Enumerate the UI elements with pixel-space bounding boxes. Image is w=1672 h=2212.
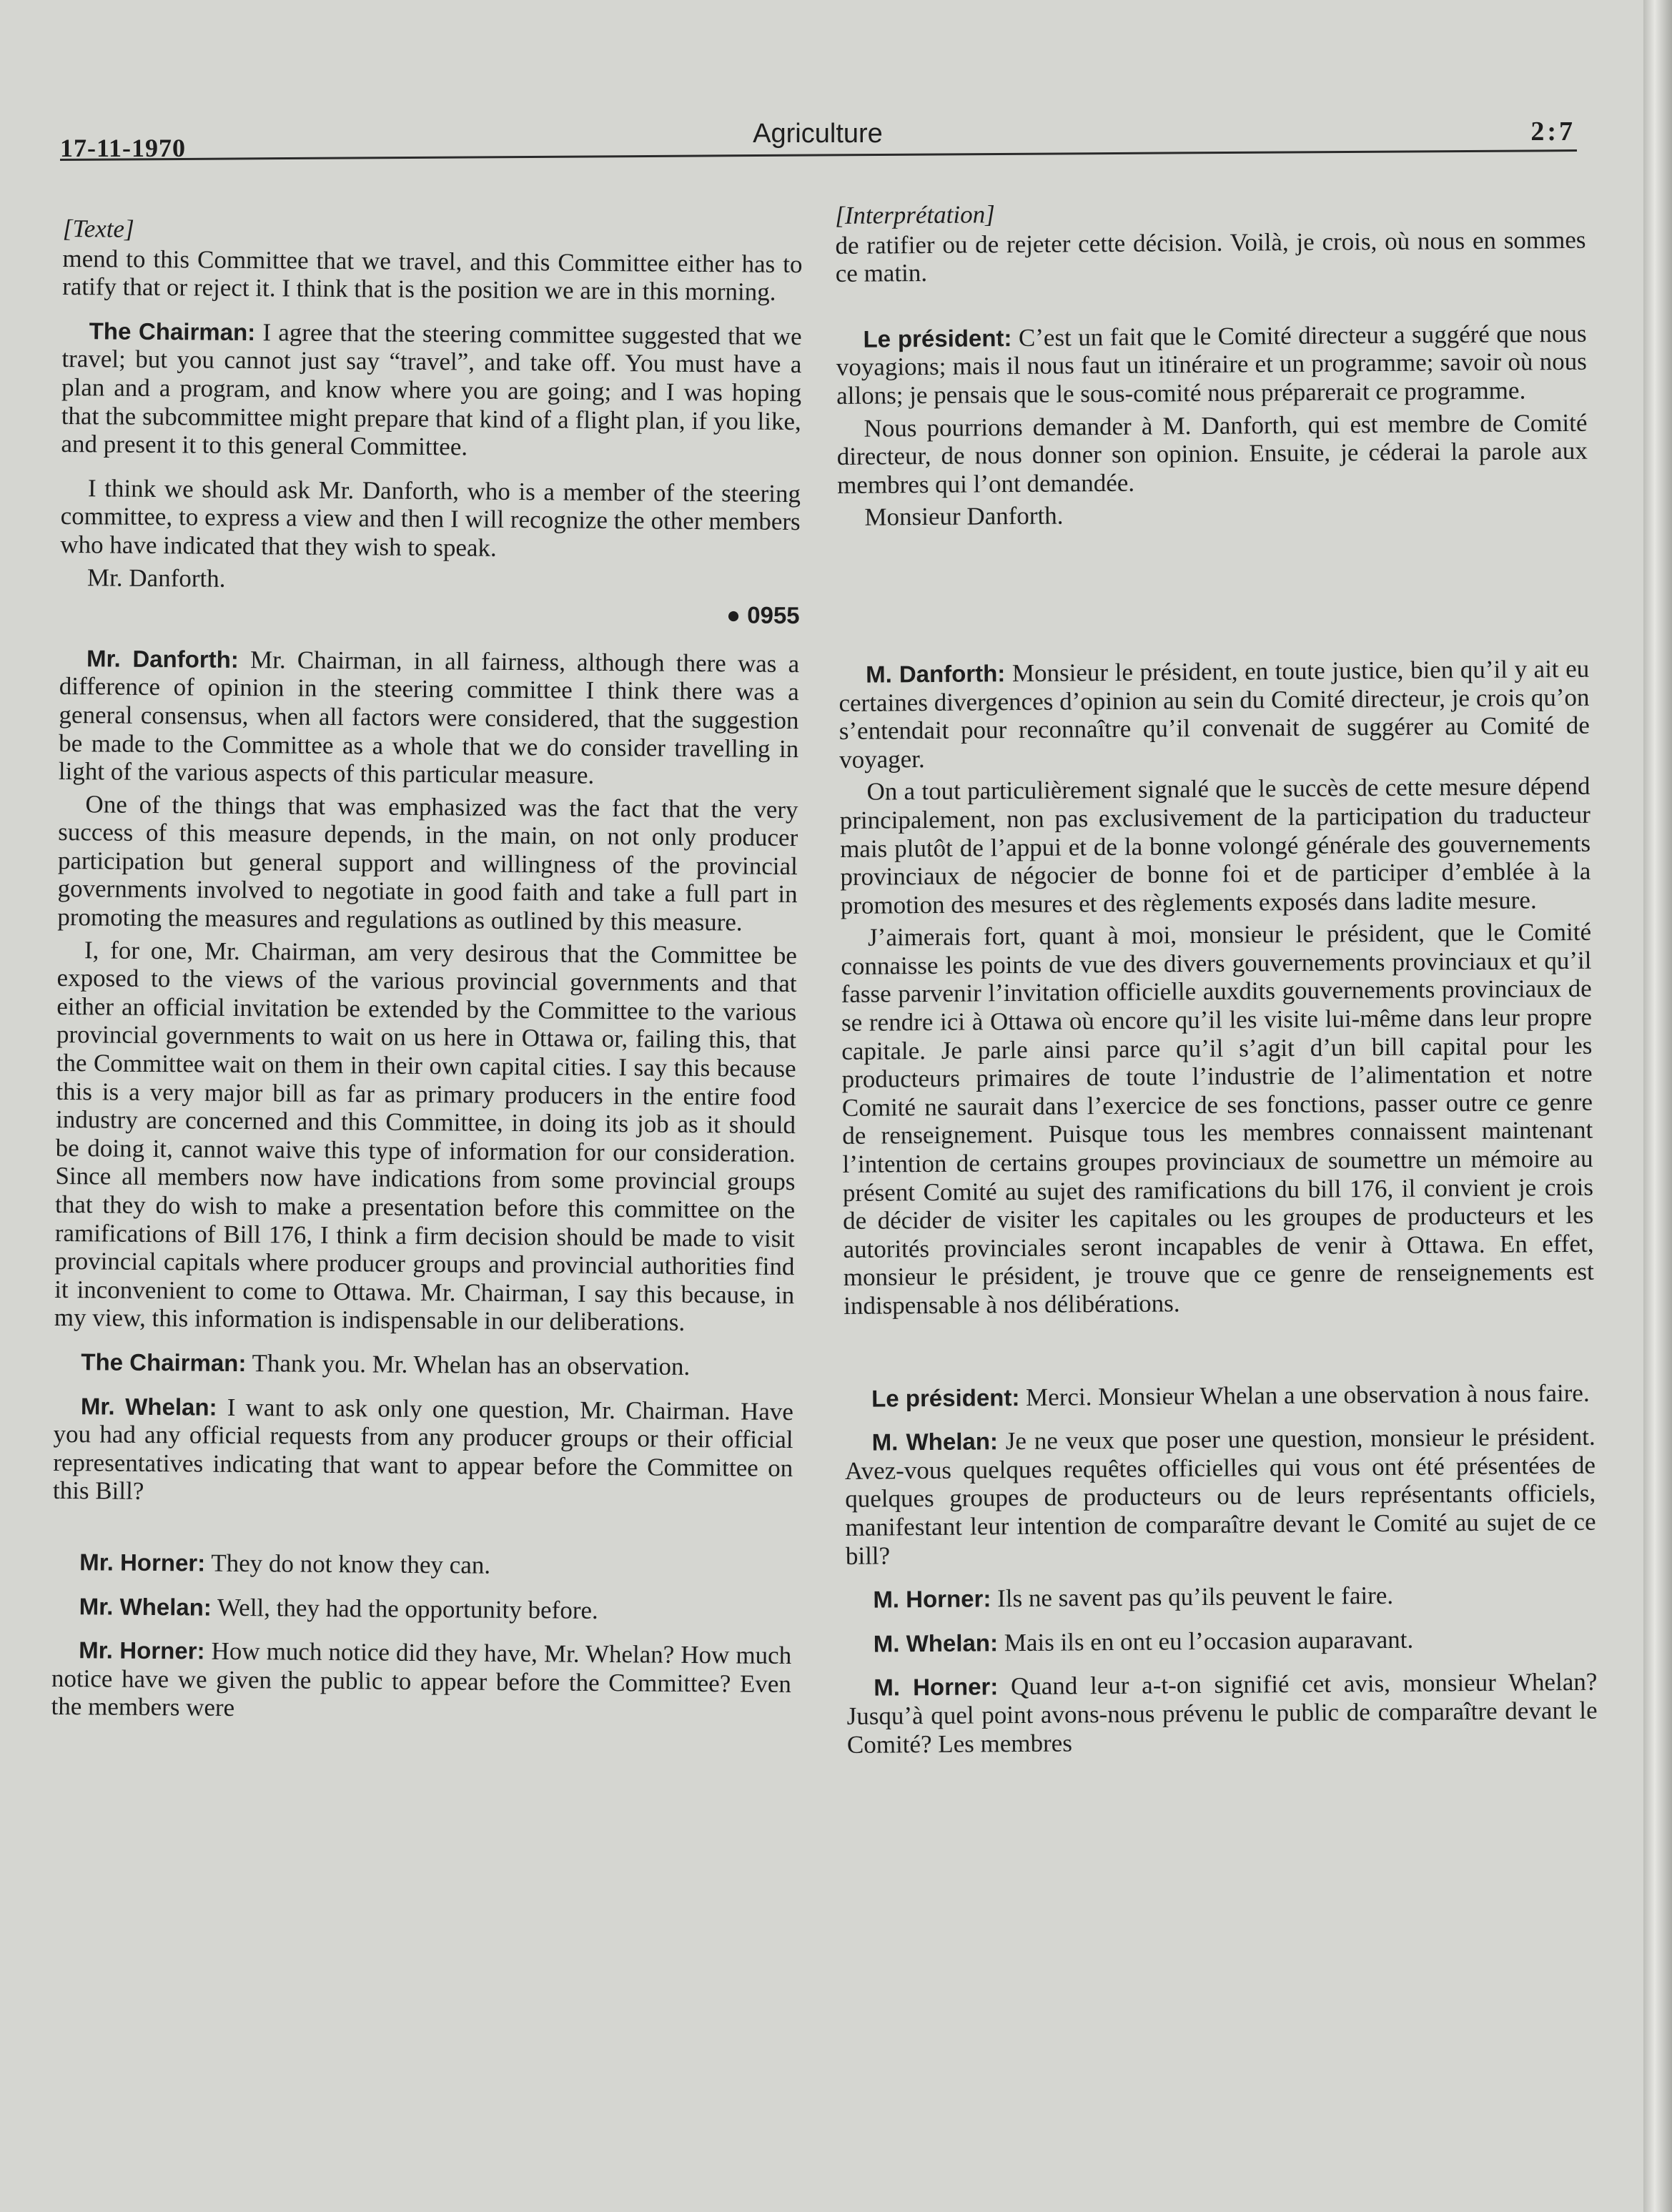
speech-danforth [839, 655, 1590, 774]
speaker-label: M. Danforth: [866, 660, 1006, 688]
speech-horner [52, 1548, 792, 1582]
speaker-label: Mr. Horner: [79, 1636, 205, 1664]
paragraph: I, for one, Mr. Chairman, am very desirous that the Committee be exposed to the views of the various provincial governments and that either an official invitation be extended by the Committee to the various provincial governments to wait on us here in Ottawa or, failing this, that the Committee wait on them in their own capital cities. I say this because this is a very major bill as far as primary producers in the entire food industry are concerned and this Committee, in doing its job as it should be doing it, cannot waive this type of information for our consideration. Since all members now have indications from some provincial groups that they do wish to make a presentation before this committee on the ramifications of Bill 176, I think a firm decision should be made to visit provincial capitals where producer groups and provincial authorities find it inconvenient to come to Ottawa. Mr. Chairman, I say this because, in my view, this information is indispensable in our deliberations. [54, 935, 798, 1337]
speaker-label: M. Whelan: [871, 1428, 999, 1456]
french-column [835, 196, 1598, 1774]
speaker-label: Mr. Whelan: [80, 1392, 217, 1421]
speaker-label: The Chairman: [89, 317, 256, 345]
time-marker: ● 0955 [726, 601, 800, 629]
speech-chairman [61, 317, 802, 464]
speech-text: Mr. Chairman, in all fairness, although there was a difference of opinion in the steering committee I think there was a general consensus, when all factors were considered, that the suggestion be made to the Committee as a whole that we do consider travelling in light of the various aspects of this particular measure. [58, 645, 800, 789]
speech-text: Je ne veux que poser une question, monsieur le président. Avez-vous quelques requêtes officielles qui vous ont été présentées de quelques groupes de producteurs ou de leurs représentants officiels, manifestant leur intention de comparaître devant le Comité au sujet de ce bill? [844, 1422, 1596, 1570]
speech-text: Merci. Monsieur Whelan a une observation à nous faire. [1025, 1378, 1590, 1411]
speech-chairman [836, 320, 1587, 410]
speech-whelan [52, 1591, 792, 1626]
speech-chairman [54, 1348, 793, 1382]
speech-text: Quand leur a-t-on signifié cet avis, monsieur Whelan? Jusqu’à quel point avons-nous prévenu le public de comparaître devant le Comité? Les membres [846, 1668, 1598, 1759]
paragraph: de ratifier ou de rejeter cette décision. Voilà, je crois, où nous en sommes ce matin. [835, 225, 1586, 288]
speaker-label: Le président: [863, 324, 1012, 352]
paragraph: Nous pourrions demander à M. Danforth, qui est membre de Comité directeur, de nous donner son opinion. Ensuite, je céderai la parole aux membres qui l’ont demandée. [836, 408, 1588, 499]
speaker-label: M. Whelan: [873, 1629, 999, 1657]
paragraph: Mr. Danforth. [86, 563, 226, 593]
speech-text: I want to ask only one question, Mr. Chairman. Have you had any official requests from any producer groups or their official representatives indicating that want to appear before the Committee on this Bill? [52, 1393, 794, 1506]
speech-text: Mais ils en ont eu l’occasion auparavant. [1004, 1625, 1414, 1656]
paragraph: J’aimerais fort, quant à moi, monsieur le président, que le Comité connaisse les points de vue des divers gouvernements provinciaux et qu’il fasse parvenir l’invitation officielle auxdits gouvernements provinciaux de se rendre ici à Ottawa où encore qu’il les visite lui-même dans leur propre capitale. Je parle ainsi parce qu’il s’agit d’un bill capital pour les producteurs primaires de toute l’industrie de l’alimentation et notre Comité ne saurait dans l’exercice de ses fonctions, passer outre ce genre de renseignement. Puisque tous les membres connaissent maintenant l’intention de certains groupes provinciaux de soumettre un mémoire au présent Comité au sujet des ramifications du bill 176, il convient je crois de décider de visiter les capitales ou les groupes de producteurs et les autorités provinciales seront incapables de venir à Ottawa. En effet, monsieur le président, je trouve que ce genre de renseignements est indispensable à nos délibérations. [841, 918, 1594, 1320]
speech-text: They do not know they can. [211, 1549, 491, 1579]
text-tag: [Texte] [62, 214, 134, 243]
speaker-label: M. Horner: [873, 1585, 991, 1613]
speech-text: How much notice did they have, Mr. Whelan? How much notice have we given the public to appear before the Committee? Even the members were [51, 1636, 792, 1722]
speaker-label: The Chairman: [81, 1348, 247, 1377]
speech-danforth [59, 644, 800, 791]
speech-text: Well, they had the opportunity before. [217, 1593, 598, 1624]
paragraph: mend to this Committee that we travel, and this Committee either has to ratify that or reject it. I think that is the position we are in this morning. [62, 244, 803, 307]
paragraph: Monsieur Danforth. [864, 501, 1064, 532]
speech-text: C’est un fait que le Comité directeur a suggéré que nous voyagions; mais il nous faut un itinéraire et un programme; savoir où nous allons; je pensais que le sous-comité nous préparerait ce programme. [836, 319, 1587, 410]
speech-chairman [844, 1378, 1595, 1413]
speech-horner [846, 1580, 1596, 1614]
speech-text: Thank you. Mr. Whelan has an observation. [252, 1349, 691, 1381]
speech-text: Ils ne savent pas qu’ils peuvent le faire. [996, 1581, 1394, 1613]
speaker-label: M. Horner: [874, 1673, 999, 1701]
speech-horner [51, 1636, 791, 1727]
speaker-label: Mr. Danforth: [86, 644, 239, 673]
header-page-number: 2:7 [1530, 117, 1575, 147]
paragraph: I think we should ask Mr. Danforth, who is a member of the steering committee, to express a view and then I will recognize the other members who have indicated that they wish to speak. [60, 474, 801, 562]
paragraph: On a tout particulièrement signalé que le succès de cette mesure dépend principalement, non pas exclusivement de la participation du traducteur mais plutôt de l’appui et de la bonne volongé générale des gouvernements provinciaux de négocier de bonne foi et de participer d’emblée à la promotion des mesures et des règlements exposés dans ladite mesure. [839, 772, 1591, 919]
speaker-label: Le président: [871, 1383, 1020, 1412]
speech-whelan [844, 1423, 1596, 1570]
speech-whelan [53, 1392, 793, 1511]
text-tag: [Interprétation] [835, 200, 995, 229]
header-title: Agriculture [753, 119, 883, 149]
speech-whelan [846, 1624, 1597, 1658]
speech-horner [846, 1668, 1598, 1759]
speaker-label: Mr. Whelan: [79, 1592, 212, 1621]
paragraph: One of the things that was emphasized was the fact that the very success of this measure depends, in the main, on not only producer participation but general support and willingness of the provincial governments involved to negotiate in good faith and take a full part in promoting the measures and regulations as outlined by this measure. [57, 789, 798, 937]
speaker-label: Mr. Horner: [79, 1549, 206, 1576]
binding-edge [1643, 0, 1672, 2212]
header-date: 17-11-1970 [60, 134, 186, 162]
speech-text: I agree that the steering committee suggested that we travel; but you cannot just say “travel”, and take off. You must have a plan and a program, and know where you are going; and I was hoping that the subcommittee might prepare that kind of a flight plan, if you like, and present it to this general Committee. [61, 317, 802, 461]
english-column [51, 214, 803, 1742]
speech-text: Monsieur le président, en toute justice, bien qu’il y ait eu certaines divergences d’opinion au sein du Comité directeur, je crois qu’on s’entendait pour reconnaître qu’il convenait de suggérer au Comité de voyager. [839, 654, 1590, 774]
